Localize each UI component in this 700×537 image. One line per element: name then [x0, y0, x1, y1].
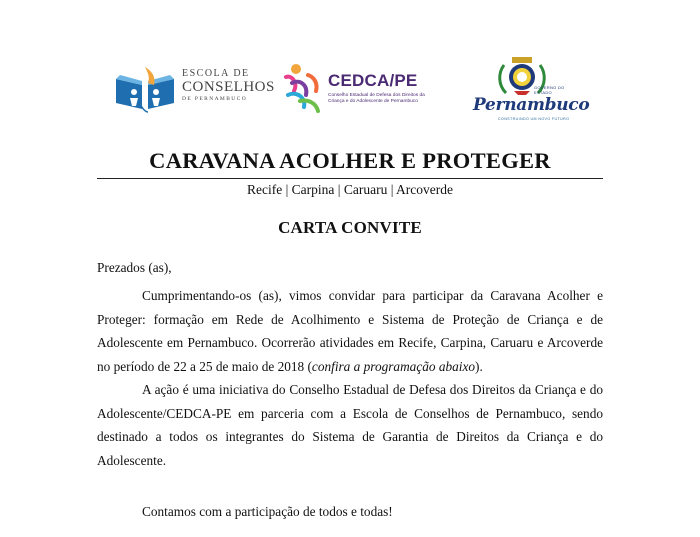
cedca-symbol-icon [282, 61, 326, 117]
escola-line2: CONSELHOS [182, 79, 275, 95]
cedca-subtitle: Conselho Estadual de Defesa dos Direitos da Criança e do Adolescente de Pernambuco [328, 93, 425, 104]
paragraph1-end: ). [475, 358, 483, 374]
title-divider [97, 178, 603, 179]
escola-line1: ESCOLA DE [182, 68, 250, 79]
cities-line: Recife | Carpina | Caruaru | Arcoverde [246, 182, 454, 197]
paragraph-initiative: A ação é uma iniciativa do Conselho Estadual de Defesa dos Direitos da Criança e do Adolescente/CEDCA-PE em parceria com a Escola de Conselhos de Pernambuco, sendo destinado a todos os integrantes do Sistema de Garantia de Direitos da Criança e do Adolescente. [97, 382, 603, 468]
escola-text [182, 69, 275, 103]
logo-header [0, 55, 700, 130]
pe-tagline: CONSTRUINDO UM NOVO FUTURO [498, 117, 570, 121]
book-people-icon [112, 65, 178, 115]
cedca-title: CEDCA/PE [328, 71, 418, 90]
pe-government-label: GOVERNO DO ESTADO [534, 85, 565, 95]
pe-name: Pernambuco [473, 95, 590, 115]
closing-line: Contamos com a participação de todos e todas! [142, 504, 393, 519]
document-subtitle: CARTA CONVITE [278, 218, 422, 237]
paragraph1-main-text: Cumprimentando-os (as), vimos convidar para participar da Caravana Acolher e Proteger: formação em Rede de Acolhimento e Sistema de Proteção de Criança e de Adolescente em Pernambuco. Ocorrerão atividades em Recife, Carpina, Caruaru e Arcoverde no período de 22 a 25 de maio de 2018 ( [97, 288, 603, 374]
paragraph1-emphasis: confira a programação abaixo [311, 358, 476, 374]
greeting: Prezados (as), [97, 260, 172, 275]
pernambuco-government-logo [470, 55, 590, 127]
paragraph-invitation [97, 284, 603, 378]
escola-de-conselhos-logo [112, 65, 275, 115]
document-title: CARAVANA ACOLHER E PROTEGER [149, 148, 551, 173]
cedca-logo [282, 61, 442, 119]
escola-line3: DE PERNAMBUCO [182, 96, 248, 102]
